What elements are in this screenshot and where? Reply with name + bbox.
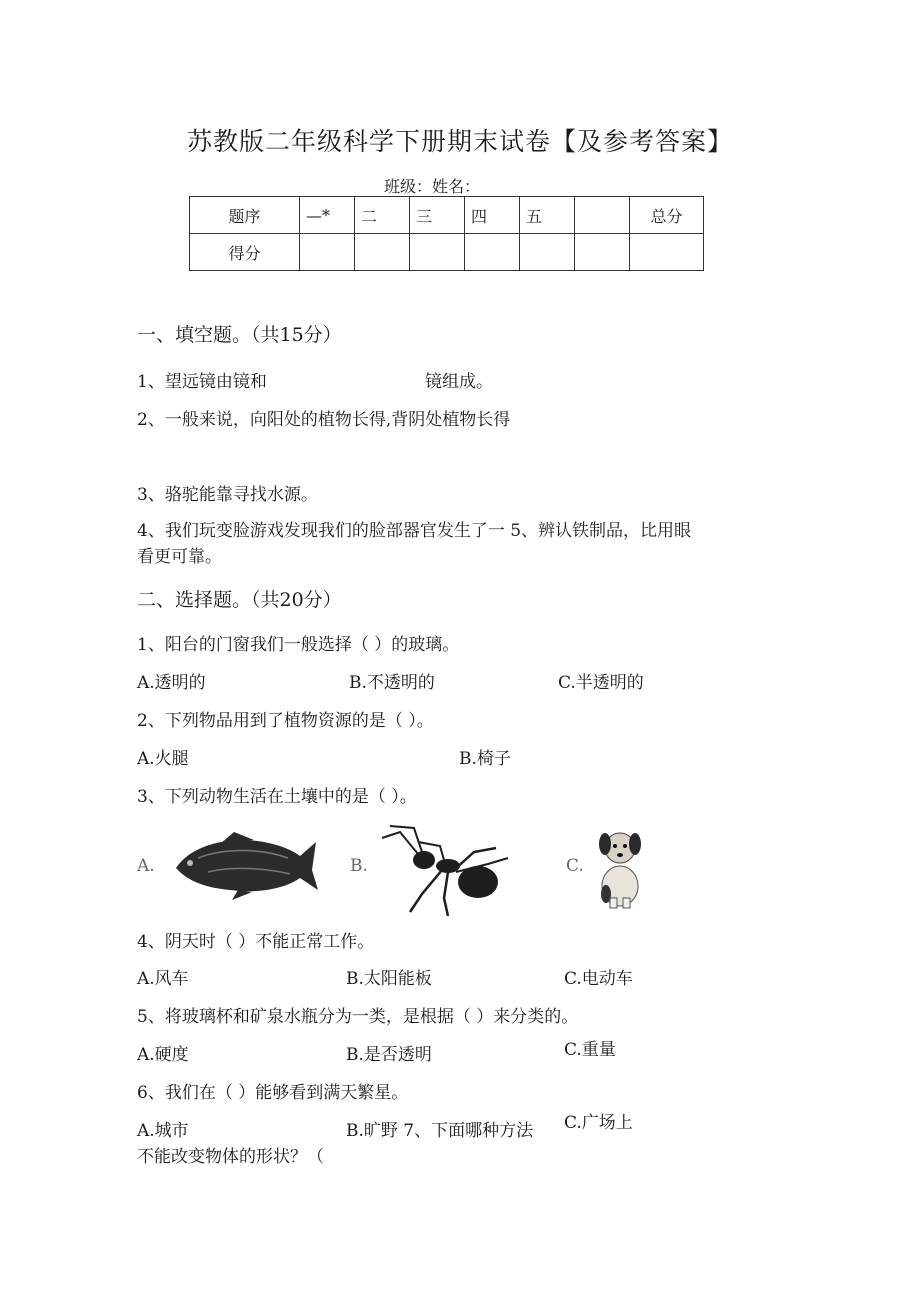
option-a[interactable]: A.硬度 bbox=[137, 1045, 189, 1065]
option-c[interactable]: C.半透明的 bbox=[558, 673, 644, 693]
table-cell[interactable] bbox=[575, 234, 630, 271]
option-b[interactable]: B.椅子 bbox=[459, 749, 511, 769]
option-b[interactable]: B.是否透明 bbox=[346, 1045, 432, 1065]
option-c[interactable]: C.广场上 bbox=[564, 1113, 633, 1133]
fish-picture[interactable] bbox=[168, 828, 320, 900]
option-c[interactable]: C.重量 bbox=[564, 1040, 616, 1060]
table-cell[interactable] bbox=[355, 234, 410, 271]
table-cell: 总分 bbox=[630, 197, 704, 234]
table-cell: 五 bbox=[520, 197, 575, 234]
table-cell[interactable] bbox=[300, 234, 355, 271]
score-table bbox=[189, 196, 704, 271]
page-title: 苏教版二年级科学下册期末试卷【及参考答案】 bbox=[186, 127, 733, 156]
option-c-label[interactable]: C. bbox=[566, 856, 584, 876]
question-2: 2、一般来说，向阳处的植物长得,背阴处植物长得 bbox=[137, 410, 511, 430]
question-1-part-a: 1、望远镜由镜和 bbox=[137, 372, 267, 392]
question-4-line-2: 看更可靠。 bbox=[137, 547, 222, 567]
option-c[interactable]: C.电动车 bbox=[564, 969, 633, 989]
choice-question-3: 3、下列动物生活在土壤中的是（ ）。 bbox=[137, 787, 417, 807]
table-cell: 题序 bbox=[190, 197, 300, 234]
table-cell: —* bbox=[300, 197, 355, 234]
table-cell: 得分 bbox=[190, 234, 300, 271]
choice-question-5: 5、将玻璃杯和矿泉水瓶分为一类，是根据（ ）来分类的。 bbox=[137, 1007, 579, 1027]
option-b[interactable]: B.旷野 7、下面哪种方法 bbox=[346, 1121, 534, 1141]
table-cell[interactable] bbox=[520, 234, 575, 271]
choice-question-1: 1、阳台的门窗我们一般选择（ ）的玻璃。 bbox=[137, 635, 460, 655]
table-cell[interactable] bbox=[465, 234, 520, 271]
table-cell: 二 bbox=[355, 197, 410, 234]
ant-picture[interactable] bbox=[378, 824, 516, 916]
table-cell bbox=[575, 197, 630, 234]
choice-question-4: 4、阴天时（ ）不能正常工作。 bbox=[137, 932, 375, 952]
table-row bbox=[190, 234, 704, 271]
option-a[interactable]: A.透明的 bbox=[137, 673, 206, 693]
choice-question-7: 不能改变物体的形状？（ bbox=[137, 1147, 324, 1167]
option-b[interactable]: B.太阳能板 bbox=[346, 969, 432, 989]
option-b[interactable]: B.不透明的 bbox=[349, 673, 435, 693]
dog-picture[interactable] bbox=[592, 826, 650, 910]
question-1-part-b: 镜组成。 bbox=[425, 372, 493, 392]
choice-question-6: 6、我们在（ ）能够看到满天繁星。 bbox=[137, 1083, 409, 1103]
table-cell[interactable] bbox=[630, 234, 704, 271]
question-3: 3、骆驼能靠寻找水源。 bbox=[137, 485, 318, 505]
option-a[interactable]: A.火腿 bbox=[137, 749, 189, 769]
class-name-line: 班级：姓名： bbox=[384, 177, 481, 196]
section-heading-choice: 二、选择题。（共20分） bbox=[137, 589, 342, 611]
table-row bbox=[190, 197, 704, 234]
option-a[interactable]: A.城市 bbox=[137, 1121, 189, 1141]
option-b-label[interactable]: B. bbox=[350, 856, 368, 876]
table-cell: 三 bbox=[410, 197, 465, 234]
section-heading-fill-blank: 一、填空题。（共15分） bbox=[137, 324, 342, 346]
choice-question-2: 2、下列物品用到了植物资源的是（ ）。 bbox=[137, 711, 434, 731]
option-a[interactable]: A.风车 bbox=[137, 969, 189, 989]
question-4-line-1: 4、我们玩变脸游戏发现我们的脸部器官发生了一 5、辨认铁制品，比用眼 bbox=[137, 521, 692, 541]
option-a-label[interactable]: A. bbox=[137, 856, 155, 876]
table-cell: 四 bbox=[465, 197, 520, 234]
table-cell[interactable] bbox=[410, 234, 465, 271]
